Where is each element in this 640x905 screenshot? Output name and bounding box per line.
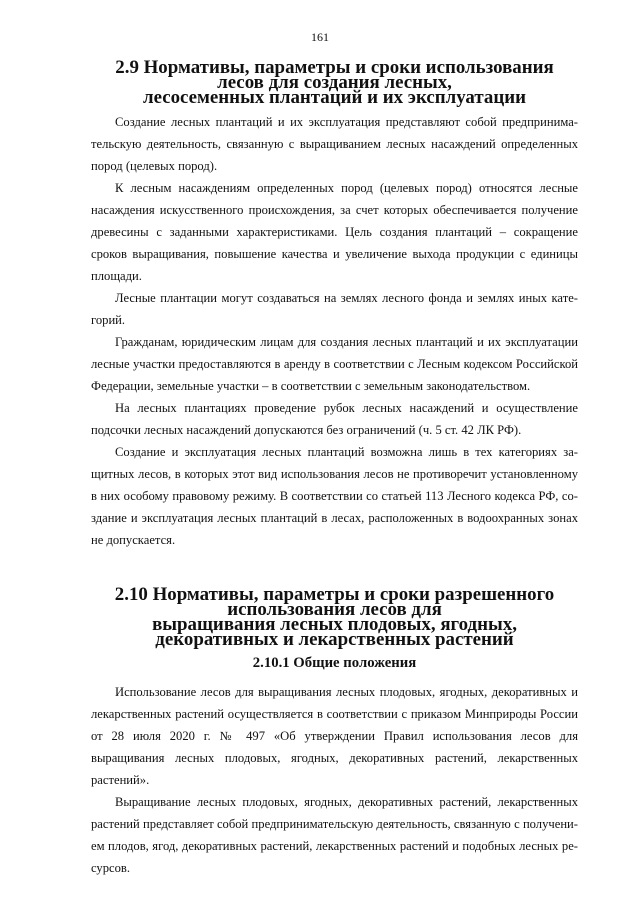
section-2-10-heading bbox=[91, 584, 578, 650]
paragraph: На лесных плантациях проведение рубок лесных насаждений и осуществление подсочки лесных насаждений допускаются без ограничений (ч. 5 ст. 42 ЛК РФ). bbox=[91, 401, 578, 437]
page-number: 161 bbox=[311, 30, 329, 44]
heading-line: 2.9 Нормативы, параметры и сроки использования лесов для создания лесных, bbox=[115, 57, 554, 93]
paragraph: Гражданам, юридическим лицам для создания лесных плантаций и их эксплуатации лесные участки предоставляются в аренду в соответствии с Лесным кодексом Российской Федерации, земельные участки – в соответствии с земельным законодательством. bbox=[91, 335, 578, 393]
paragraph: Создание лесных плантаций и их эксплуатация представляют собой предпринимательскую деятельность, связанную с выращиванием лесных насаждений определенных пород (целевых пород). bbox=[91, 115, 578, 173]
heading-line: лесосеменных плантаций и их эксплуатации bbox=[143, 87, 526, 108]
section-2-10-1-heading: 2.10.1 Общие положения bbox=[252, 655, 417, 671]
page-content bbox=[91, 57, 578, 879]
paragraph: Использование лесов для выращивания лесных плодовых, ягодных, декоративных и лекарственных растений осуществляется в соответствии с приказом Минприроды России от 28 июля 2020 г. № 497 «Об утверждении Правил использования лесов для выращивания лесных плодовых, ягодных, декоративных растений, лекарственных растений». bbox=[91, 685, 578, 787]
heading-line: выращивания лесных плодовых, ягодных, декоративных и лекарственных растений bbox=[152, 614, 517, 650]
paragraph: Лесные плантации могут создаваться на землях лесного фонда и землях иных категорий. bbox=[91, 291, 578, 327]
section-2-9-heading bbox=[91, 57, 578, 108]
paragraph: Создание и эксплуатация лесных плантаций возможна лишь в тех категориях защитных лесов, в которых этот вид использования лесов не противоречит установленному в них особому правовому режиму. В соответствии со статьей 113 Лесного кодекса РФ, создание и эксплуатация лесных плантаций в лесах, расположенных в водоохранных зонах не допускается. bbox=[91, 445, 578, 547]
heading-line: 2.10 Нормативы, параметры и сроки разрешенного использования лесов для bbox=[114, 584, 555, 620]
paragraph: К лесным насаждениям определенных пород (целевых пород) относятся лесные насаждения искусственного происхождения, за счет которых обеспечивается получение древесины с заданными характеристиками. Цель создания плантаций – сокращение сроков выращивания, повышение качества и увеличение выхода продукции с единицы площади. bbox=[91, 181, 578, 283]
paragraph: Выращивание лесных плодовых, ягодных, декоративных растений, лекарственных растений представляет собой предпринимательскую деятельность, связанную с получением плодов, ягод, декоративных растений, лекарственных растений и подобных лесных ресурсов. bbox=[91, 795, 578, 875]
